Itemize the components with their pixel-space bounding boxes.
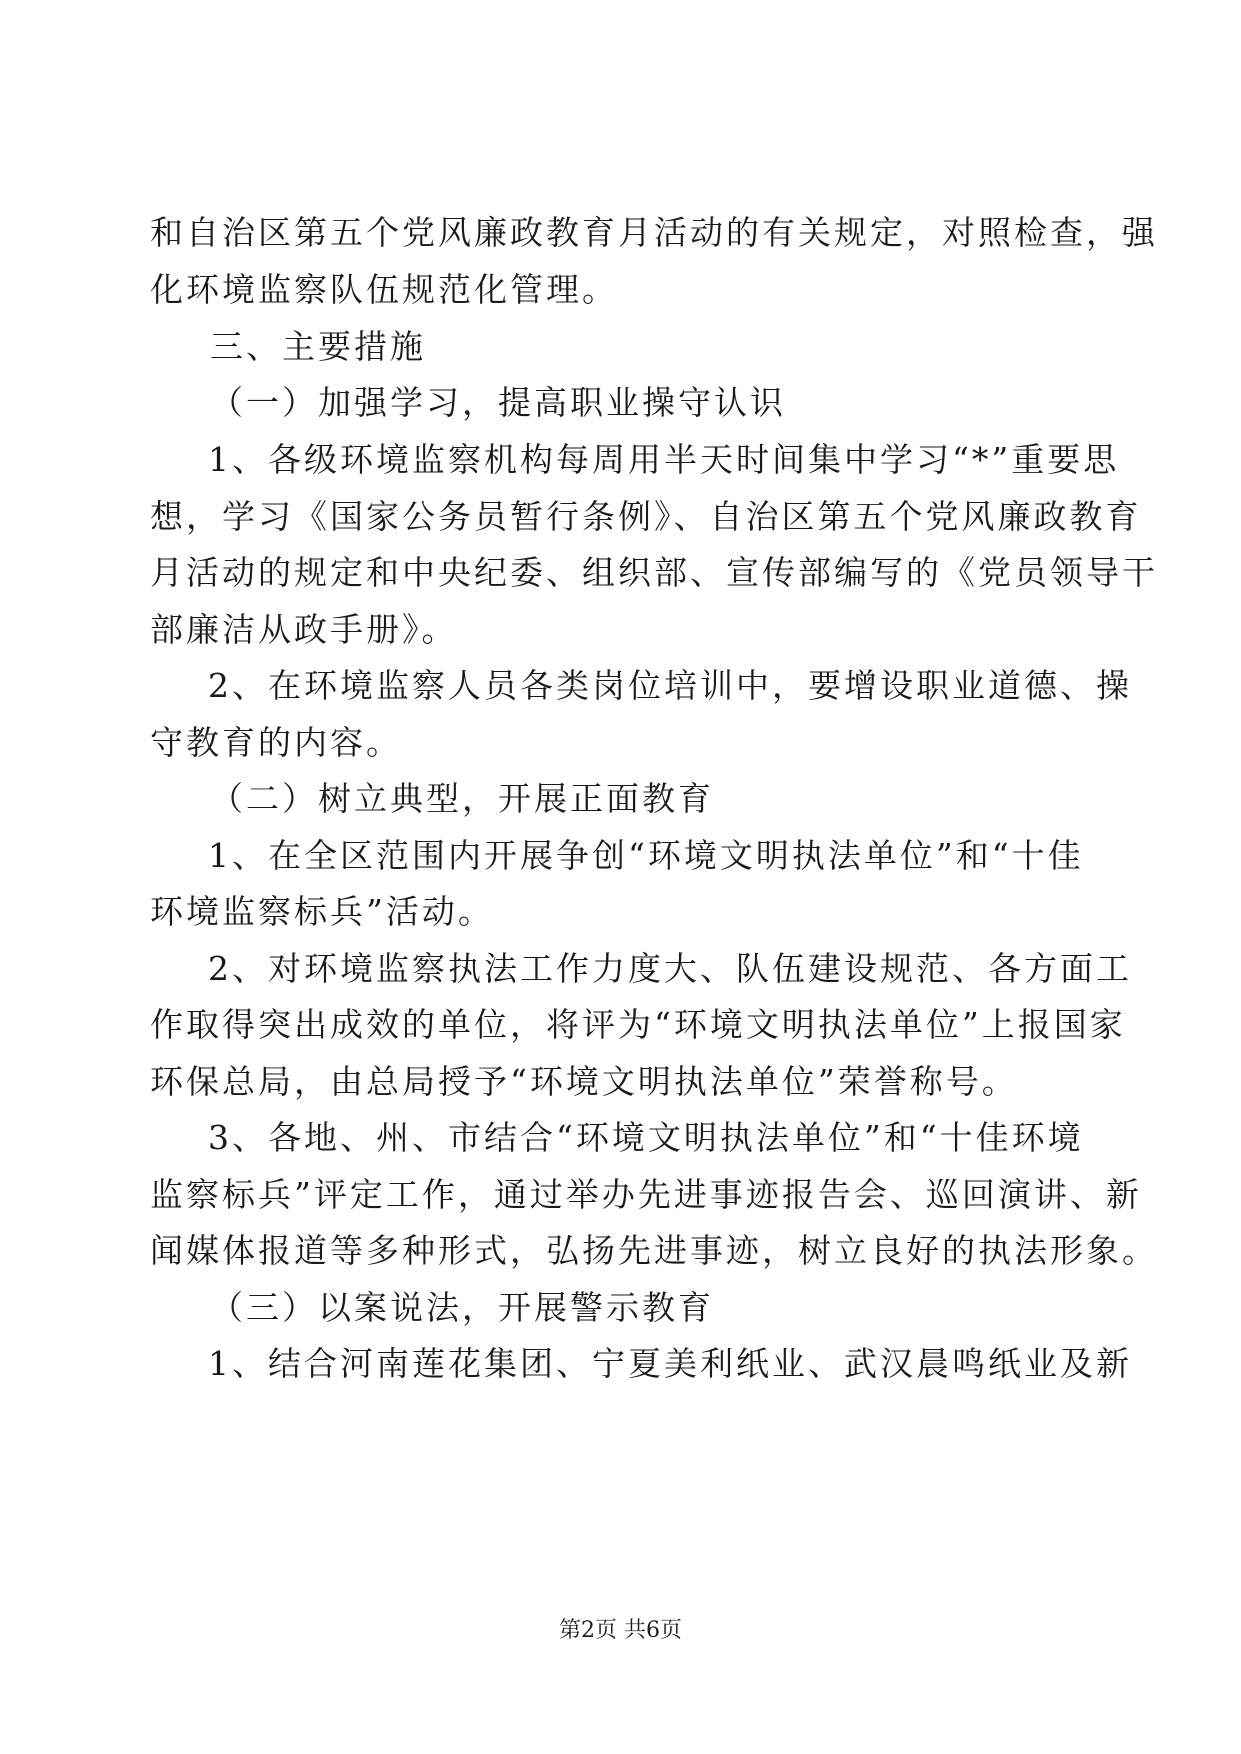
text-line: 1、各级环境监察机构每周用半天时间集中学习“*”重要思 bbox=[208, 440, 1120, 479]
text-line: 1、结合河南莲花集团、宁夏美利纸业、武汉晨鸣纸业及新 bbox=[208, 1344, 1132, 1383]
text-line: 2、在环境监察人员各类岗位培训中，要增设职业道德、操 bbox=[208, 666, 1132, 705]
text-line: 作取得突出成效的单位，将评为“环境文明执法单位”上报国家 bbox=[150, 1005, 1126, 1044]
text-line: 2、对环境监察执法工作力度大、队伍建设规范、各方面工 bbox=[208, 949, 1132, 988]
text-line: 和自治区第五个党风廉政教育月活动的有关规定，对照检查，强 bbox=[150, 213, 1158, 252]
subsection-heading: （二）树立典型，开展正面教育 bbox=[210, 779, 714, 818]
text-line: 想，学习《国家公务员暂行条例》、自治区第五个党风廉政教育 bbox=[150, 497, 1142, 536]
subsection-heading: （三）以案说法，开展警示教育 bbox=[210, 1288, 714, 1327]
text-line: 部廉洁从政手册》。 bbox=[150, 610, 458, 649]
text-line: 守教育的内容。 bbox=[150, 723, 402, 762]
text-line: 环境监察标兵”活动。 bbox=[150, 892, 494, 931]
text-line: 月活动的规定和中央纪委、组织部、宣传部编写的《党员领导干 bbox=[150, 553, 1158, 592]
text-line: 1、在全区范围内开展争创“环境文明执法单位”和“十佳 bbox=[208, 836, 1084, 875]
subsection-heading: （一）加强学习，提高职业操守认识 bbox=[210, 383, 786, 422]
text-line: 监察标兵”评定工作，通过举办先进事迹报告会、巡回演讲、新 bbox=[150, 1175, 1142, 1214]
page-number-footer: 第2页 共6页 bbox=[559, 1618, 682, 1643]
text-line: 闻媒体报道等多种形式，弘扬先进事迹，树立良好的执法形象。 bbox=[150, 1231, 1158, 1270]
text-line: 环保总局，由总局授予“环境文明执法单位”荣誉称号。 bbox=[150, 1062, 1018, 1101]
section-heading: 三、主要措施 bbox=[210, 327, 426, 366]
text-line: 化环境监察队伍规范化管理。 bbox=[150, 270, 618, 309]
text-line: 3、各地、州、市结合“环境文明执法单位”和“十佳环境 bbox=[208, 1118, 1084, 1157]
